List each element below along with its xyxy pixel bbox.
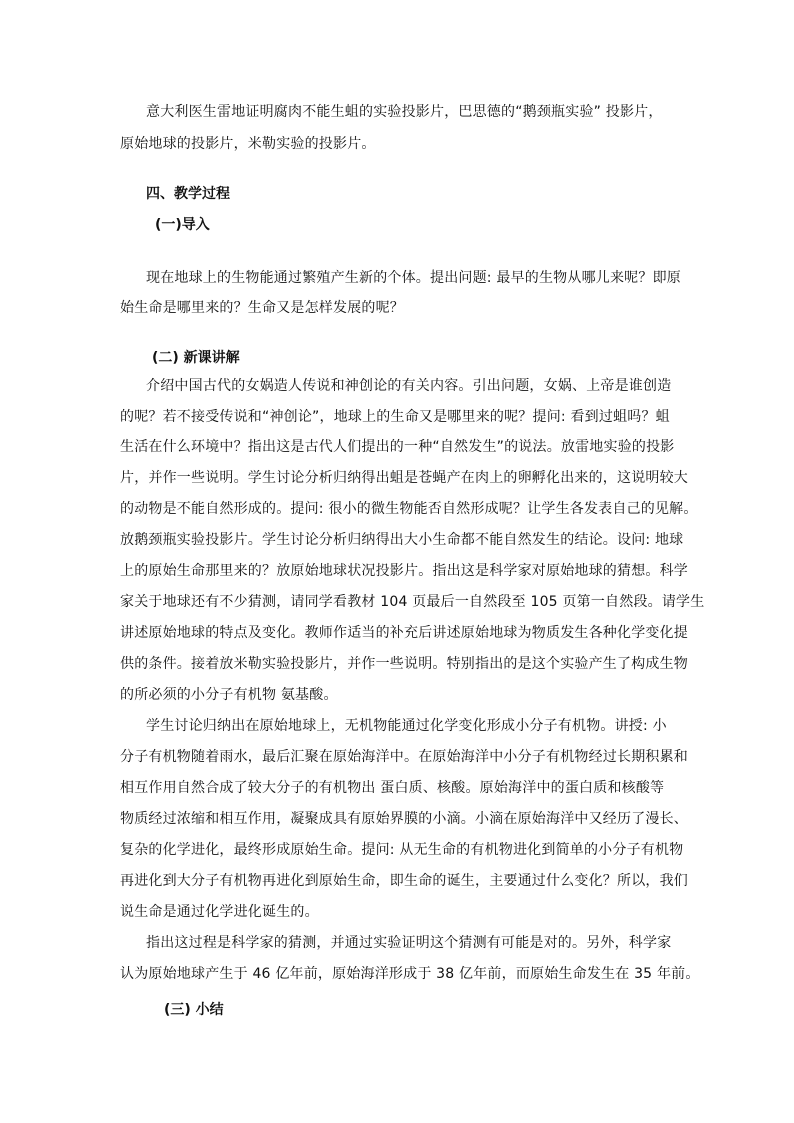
section-heading: 四、教学过程 (146, 186, 230, 202)
lecture-line: 复杂的化学进化，最终形成原始生命。提问: 从无生命的有机物进化到简单的小分子有机物 (120, 842, 684, 858)
lecture-line: 介绍中国古代的女娲造人传说和神创论的有关内容。引出问题，女娲、上帝是谁创造 (146, 378, 672, 394)
lecture-line: 的动物是不能自然形成的。提问: 很小的微生物能否自然形成呢？让学生各发表自己的见解。 (120, 501, 698, 517)
lecture-line: 家关于地球还有不少猜测，请同学看教材 104 页最后一自然段至 105 页第一自然段。请学生 (120, 594, 705, 610)
lecture-line: 分子有机物随着雨水，最后汇聚在原始海洋中。在原始海洋中小分子有机物经过长期积累和 (120, 749, 688, 765)
lecture-line: 供的条件。接着放米勒实验投影片，并作一些说明。特别指出的是这个实验产生了构成生物 (120, 656, 688, 672)
subsection-heading-summary: (三) 小结 (164, 1002, 224, 1018)
lecture-line: 讲述原始地球的特点及变化。教师作适当的补充后讲述原始地球为物质发生各种化学变化提 (120, 625, 688, 641)
lecture-line: 物质经过浓缩和相互作用，凝聚成具有原始界膜的小滴。小滴在原始海洋中又经历了漫长、 (120, 811, 688, 827)
lecture-line: 说生命是通过化学进化诞生的。 (120, 904, 319, 920)
lecture-line: 学生讨论归纳出在原始地球上，无机物能通过化学变化形成小分子有机物。讲授: 小 (146, 718, 667, 734)
lecture-line: 片，并作一些说明。学生讨论分析归纳得出蛆是苍蝇产在肉上的卵孵化出来的，这说明较大 (120, 470, 688, 486)
lecture-line: 指出这过程是科学家的猜测，并通过实验证明这个猜测有可能是对的。另外，科学家 (146, 935, 672, 951)
materials-line-2: 原始地球的投影片，米勒实验的投影片。 (120, 136, 376, 152)
lecture-line: 相互作用自然合成了较大分子的有机物出 蛋白质、核酸。原始海洋中的蛋白质和核酸等 (120, 780, 665, 796)
lecture-line: 生活在什么环境中？指出这是古代人们提出的一种“自然发生”的说法。放雷地实验的投影 (120, 439, 675, 455)
materials-line-1: 意大利医生雷地证明腐肉不能生蛆的实验投影片，巴思德的“鹅颈瓶实验” 投影片， (146, 104, 663, 120)
intro-line: 始生命是哪里来的？生命又是怎样发展的呢？ (120, 300, 404, 316)
lecture-line: 放鹅颈瓶实验投影片。学生讨论分析归纳得出大小生命都不能自然发生的结论。设问: 地球 (120, 532, 684, 548)
intro-line: 现在地球上的生物能通过繁殖产生新的个体。提出问题: 最早的生物从哪儿来呢？即原 (146, 270, 681, 286)
subsection-heading-intro: (一)导入 (155, 217, 210, 233)
subsection-heading-lecture: (二) 新课讲解 (152, 350, 240, 366)
lecture-line: 认为原始地球产生于 46 亿年前，原始海洋形成于 38 亿年前，而原始生命发生在 35 年前。 (120, 966, 700, 982)
lecture-line: 的呢？若不接受传说和“神创论”，地球上的生命又是哪里来的呢？提问: 看到过蛆吗？蛆 (120, 409, 670, 425)
lecture-line: 再进化到大分子有机物再进化到原始生命，即生命的诞生，主要通过什么变化？所以，我们 (120, 873, 688, 889)
lecture-line: 的所必须的小分子有机物 氨基酸。 (120, 687, 338, 703)
lecture-line: 上的原始生命那里来的？放原始地球状况投影片。指出这是科学家对原始地球的猜想。科学 (120, 563, 688, 579)
